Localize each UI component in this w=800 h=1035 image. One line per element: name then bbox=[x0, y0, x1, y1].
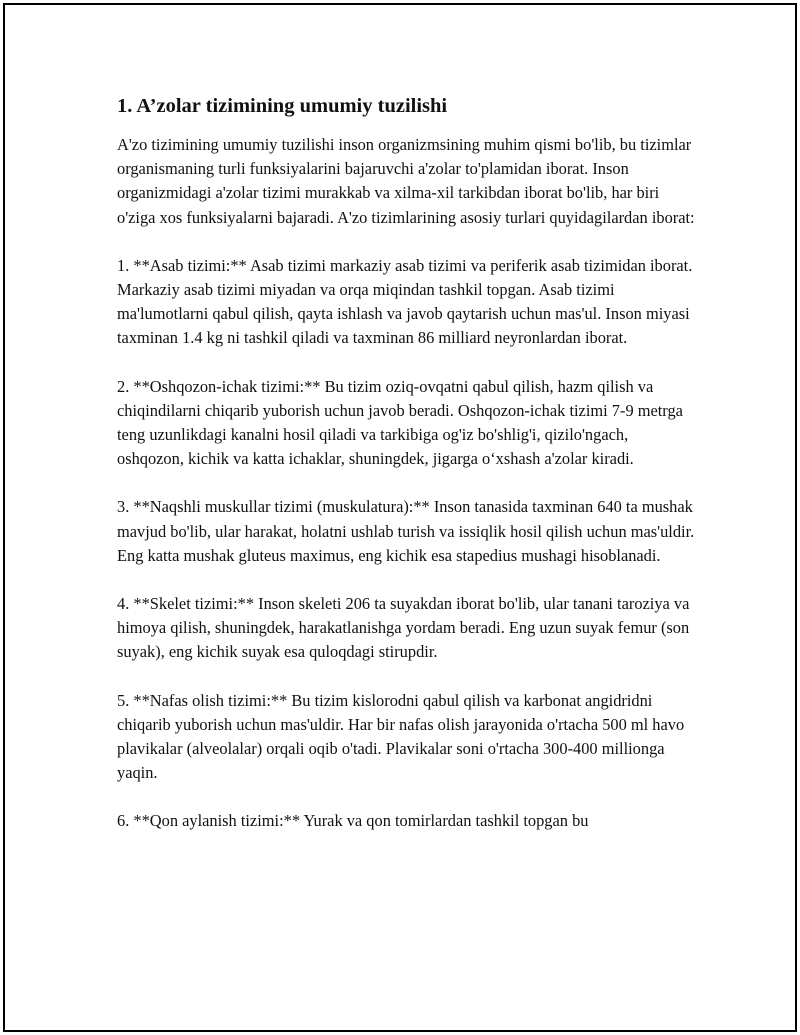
paragraph-qon-aylanish-tizimi: 6. **Qon aylanish tizimi:** Yurak va qon tomirlardan tashkil topgan bu bbox=[117, 811, 589, 831]
paragraph-skelet-tizimi: 4. **Skelet tizimi:** Inson skeleti 206 ta suyakdan iborat bo'lib, ular tanani taroziya va himoya qilish, shuningdek, harakatlanishga yordam beradi. Eng uzun suyak femur (son suyak), eng kichik suyak esa quloqdagi stirupdir. bbox=[117, 594, 690, 662]
paragraph-nafas-olish-tizimi: 5. **Nafas olish tizimi:** Bu tizim kislorodni qabul qilish va karbonat angidridni chiqarib yuborish uchun mas'uldir. Har bir nafas olish jarayonida o'rtacha 500 ml havo plavikalar (alveolalar) orqali oqib o'tadi. Plavikalar soni o'rtacha 300-400 millionga yaqin. bbox=[117, 690, 685, 783]
intro-paragraph: A'zo tizimining umumiy tuzilishi inson organizmsining muhim qismi bo'lib, bu tizimlar organismaning turli funksiyalarini bajaruvchi a'zolar to'plamidan iborat. Inson organizmidagi a'zolar tizimi murakkab va xilma-xil tarkibdan iborat bo'lib, har biri o'ziga xos funksiyalarni bajaradi. A'zo tizimlarining asosiy turlari quyidagilardan iborat: bbox=[117, 135, 695, 227]
document-body bbox=[117, 92, 697, 858]
section-heading: 1. A’zolar tizimining umumiy tuzilishi bbox=[117, 95, 448, 117]
paragraph-oshqozon-ichak-tizimi: 2. **Oshqozon-ichak tizimi:** Bu tizim oziq-ovqatni qabul qilish, hazm qilish va chiqindilarni chiqarib yuborish uchun javob beradi. Oshqozon-ichak tizimi 7-9 metrga teng uzunlikdagi kanalni hosil qiladi va tarkibiga og'iz bo'shlig'i, qizilo'ngach, oshqozon, kichik va katta ichaklar, shuningdek, jigarga o‘xshash a'zolar kiradi. bbox=[117, 376, 683, 469]
paragraph-muskullar-tizimi: 3. **Naqshli muskullar tizimi (muskulatura):** Inson tanasida taxminan 640 ta mushak mavjud bo'lib, ular harakat, holatni ushlab turish va issiqlik hosil qilish uchun mas'uldir. Eng katta mushak gluteus maximus, eng kichik esa stapedius mushagi hisoblanadi. bbox=[117, 497, 695, 565]
paragraph-asab-tizimi: 1. **Asab tizimi:** Asab tizimi markaziy asab tizimi va periferik asab tizimidan iborat. Markaziy asab tizimi miyadan va orqa miqindan tashkil topgan. Asab tizimi ma'lumotlarni qabul qilish, qayta ishlash va javob qaytarish uchun mas'ul. Inson miyasi taxminan 1.4 kg ni tashkil qiladi va taxminan 86 milliard neyronlardan iborat. bbox=[117, 255, 693, 348]
